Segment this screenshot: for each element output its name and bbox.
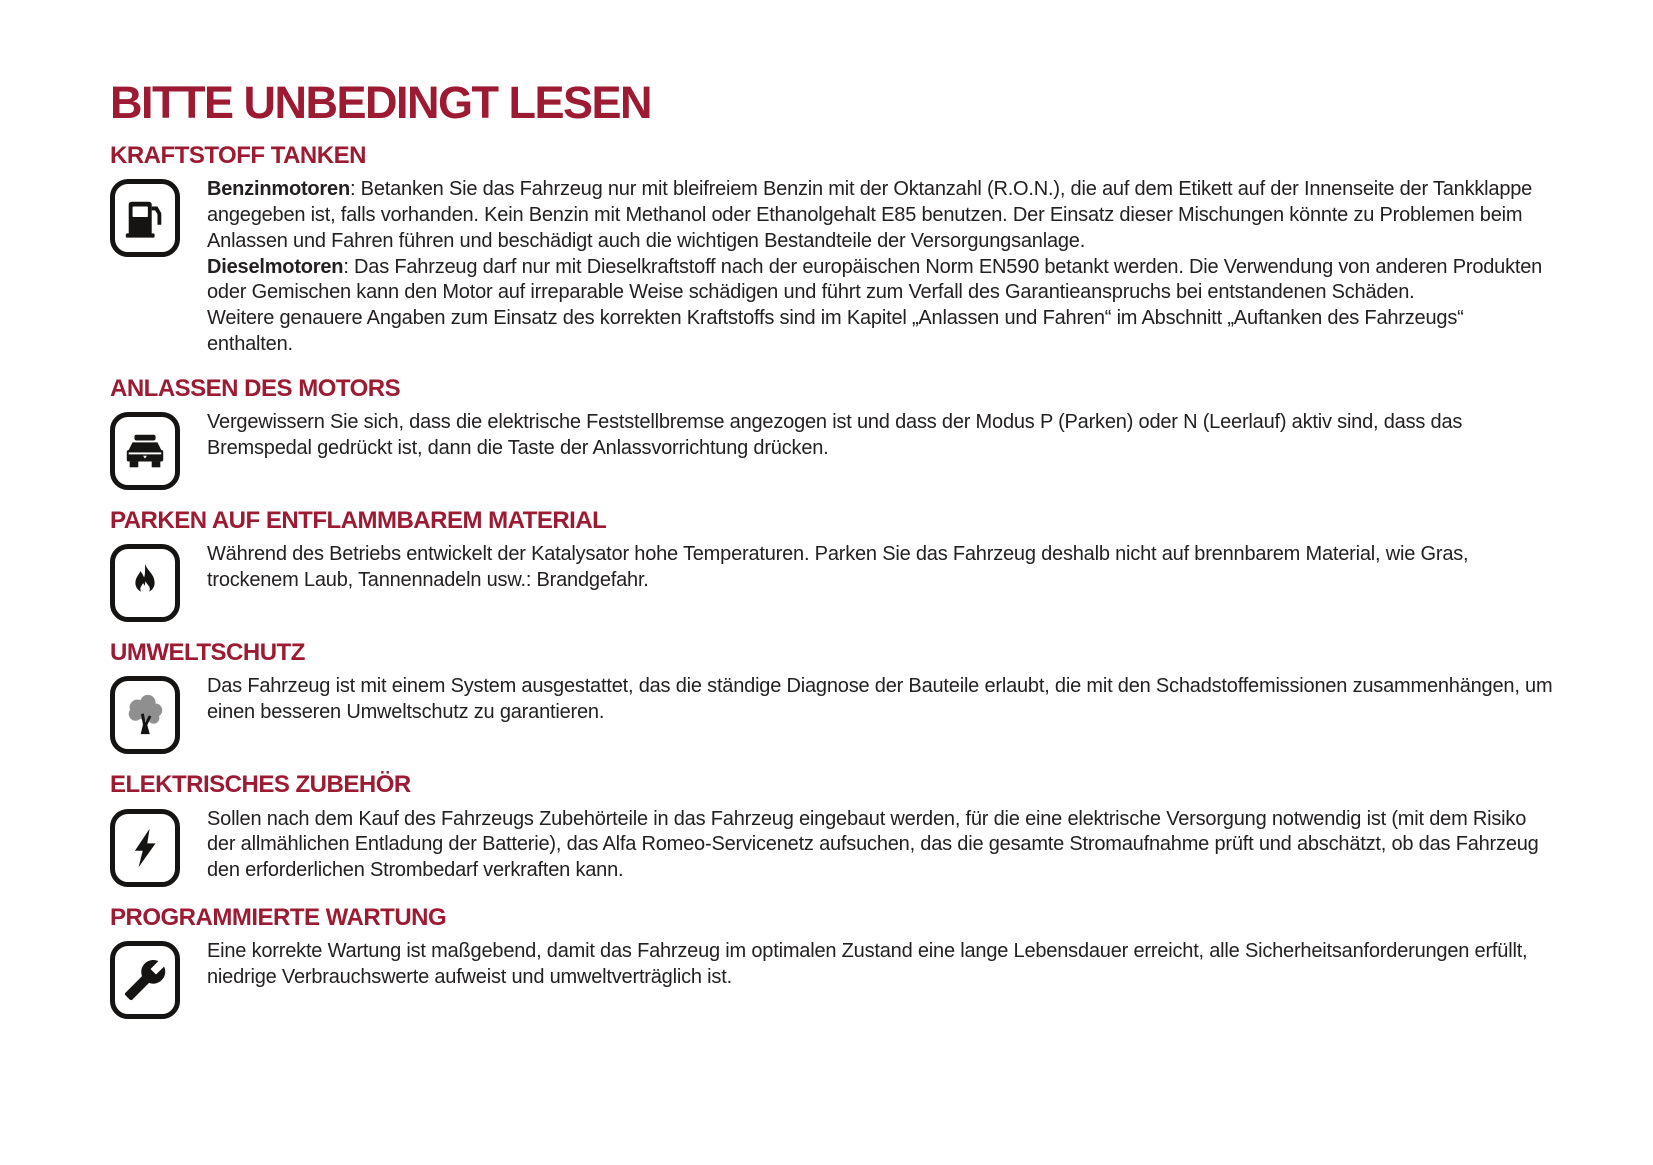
page-title: BITTE UNBEDINGT LESEN (110, 77, 652, 128)
section-text (207, 410, 1553, 488)
section-text (207, 542, 1553, 620)
section-kraftstoff-tanken (110, 143, 1553, 358)
section-text (207, 807, 1553, 885)
section-parken-auf-entflammbarem-material (110, 508, 1553, 622)
car-front-icon (110, 412, 180, 490)
section-heading: KRAFTSTOFF TANKEN (110, 142, 366, 169)
paragraph: Weitere genauere Angaben zum Einsatz des korrekten Kraftstoffs sind im Kapitel „Anlassen und Fahren“ im Abschnitt „Auftanken des Fahrzeugs“ enthalten. (207, 307, 1464, 355)
paragraph: Dieselmotoren: Das Fahrzeug darf nur mit Dieselkraftstoff nach der europäischen Norm EN590 betankt werden. Die Verwendung von anderen Produkten oder Gemischen kann den Motor auf irreparable Weise schädigen und führt zum Verfall des Garantieanspruchs bei entstandenen Schäden. (207, 255, 1543, 304)
fuel-pump-icon (110, 179, 180, 257)
section-text (207, 674, 1553, 752)
section-programmierte-wartung (110, 905, 1553, 1019)
flame-icon (110, 544, 180, 622)
paragraph: Vergewissern Sie sich, dass die elektrische Feststellbremse angezogen ist und dass der Modus P (Parken) oder N (Leerlauf) aktiv sind, dass das Bremspedal gedrückt ist, dann die Taste der Anlassvorrichtung drücken. (207, 410, 1463, 459)
paragraph: Während des Betriebs entwickelt der Katalysator hohe Temperaturen. Parken Sie das Fahrzeug deshalb nicht auf brennbarem Material, wie Gras, trockenem Laub, Tannennadeln usw.: Brandgefahr. (207, 543, 1469, 591)
section-umweltschutz (110, 640, 1553, 754)
section-anlassen-des-motors (110, 376, 1553, 490)
section-heading: ANLASSEN DES MOTORS (110, 374, 401, 402)
paragraph: Das Fahrzeug ist mit einem System ausgestattet, das die ständige Diagnose der Bauteile erlaubt, die mit den Schadstoffemissionen zusammenhängen, um einen besseren Umweltschutz zu garantieren. (207, 675, 1553, 724)
section-elektrisches-zubehoer (110, 772, 1553, 886)
lightning-bolt-icon (110, 809, 180, 887)
section-heading: PARKEN AUF ENTFLAMMBAREM MATERIAL (110, 506, 607, 534)
section-text (207, 939, 1553, 1017)
paragraph: Sollen nach dem Kauf des Fahrzeugs Zubehörteile in das Fahrzeug eingebaut werden, für die eine elektrische Versorgung notwendig ist (mit dem Risiko der allmählichen Entladung der Batterie), das Alfa Romeo-Servicenetz aufsuchen, das die gesamte Stromaufnahme prüft und abschätzt, ob das Fahrzeug den erforderlichen Strombedarf verkraften kann. (207, 807, 1539, 882)
section-text (207, 177, 1553, 358)
section-heading: PROGRAMMIERTE WARTUNG (110, 903, 447, 931)
wrench-icon (110, 941, 180, 1019)
section-heading: ELEKTRISCHES ZUBEHÖR (110, 771, 411, 799)
section-heading: UMWELTSCHUTZ (110, 639, 305, 667)
paragraph: Eine korrekte Wartung ist maßgebend, damit das Fahrzeug im optimalen Zustand eine lange Lebensdauer erreicht, alle Sicherheitsanforderungen erfüllt, niedrige Verbrauchswerte aufweist und umweltverträglich ist. (207, 939, 1528, 988)
tree-icon (110, 676, 180, 754)
paragraph: Benzinmotoren: Betanken Sie das Fahrzeug nur mit bleifreiem Benzin mit der Oktanzahl (R.O.N.), die auf dem Etikett auf der Innenseite der Tankklappe angegeben ist, falls vorhanden. Kein Benzin mit Methanol oder Ethanolgehalt E85 benutzen. Der Einsatz dieser Mischungen könnte zu Problemen beim Anlassen und Fahren führen und beschädigt auch die wichtigen Bestandteile der Versorgungsanlage. (207, 178, 1533, 252)
